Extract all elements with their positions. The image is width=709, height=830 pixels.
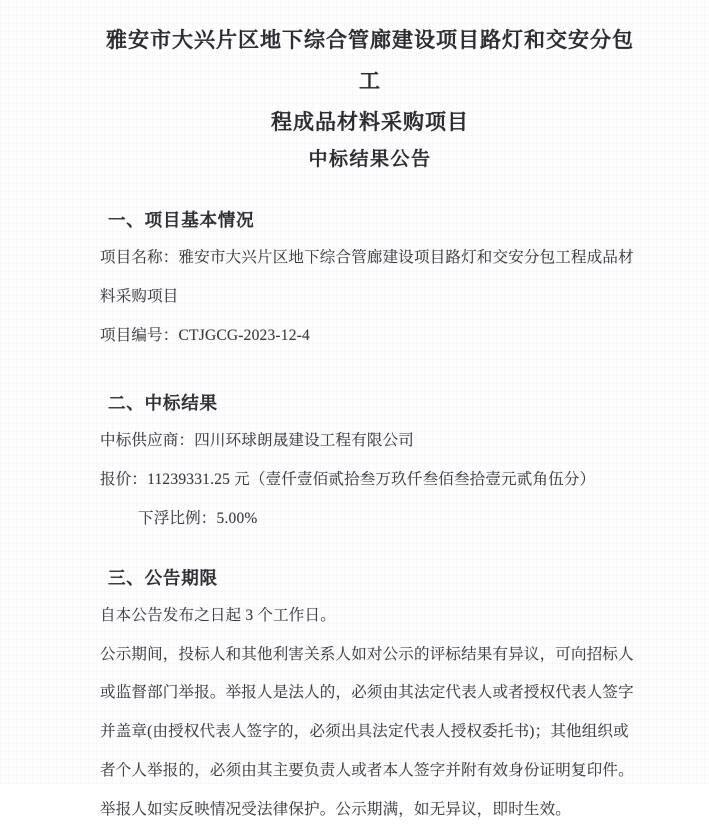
project-number-line: 项目编号：CTJGCG-2023-12-4 (100, 326, 310, 344)
document-title (100, 0, 640, 143)
section-1-heading: 一、项目基本情况 (108, 210, 255, 230)
announcement-period-line: 自本公告发布之日起 3 个工作日。 (100, 606, 336, 624)
document-subtitle: 中标结果公告 (308, 149, 432, 170)
bid-price-line: 报价：11239331.25 元（壹仟壹佰贰拾叁万玖仟叁佰叁拾壹元贰角伍分） (100, 471, 596, 489)
legal-protection-line: 举报人如实反映情况受法律保护。公示期满，如无异议，即时生效。 (100, 800, 572, 818)
objection-line-3: 并盖章(由授权代表人签字的，必须出具法定代表人授权委托书)；其他组织或 (100, 723, 629, 741)
objection-line-1: 公示期间，投标人和其他利害关系人如对公示的评标结果有异议，可向招标人 (100, 645, 634, 663)
section-2-body (100, 422, 640, 538)
discount-ratio-line: 下浮比例：5.00% (138, 509, 258, 527)
section-3-body (100, 597, 640, 830)
document-title-line-1: 雅安市大兴片区地下综合管廊建设项目路灯和交安分包工 (106, 28, 634, 93)
objection-line-4: 者个人举报的，必须由其主要负责人或者本人签字并附有效身份证明复印件。 (100, 761, 634, 779)
section-2-heading: 二、中标结果 (108, 393, 218, 414)
section-1-body (100, 239, 640, 355)
winning-supplier-line: 中标供应商：四川环球朗晟建设工程有限公司 (100, 432, 415, 450)
document-title-line-2: 程成品材料采购项目 (271, 110, 469, 134)
project-name-line-1: 项目名称：雅安市大兴片区地下综合管廊建设项目路灯和交安分包工程成品材 (100, 249, 634, 266)
objection-line-2: 或监督部门举报。举报人是法人的，必须由其法定代表人或者授权代表人签字 (100, 684, 634, 702)
project-name-line-2: 料采购项目 (100, 287, 179, 305)
section-3-heading: 三、公告期限 (108, 567, 218, 588)
